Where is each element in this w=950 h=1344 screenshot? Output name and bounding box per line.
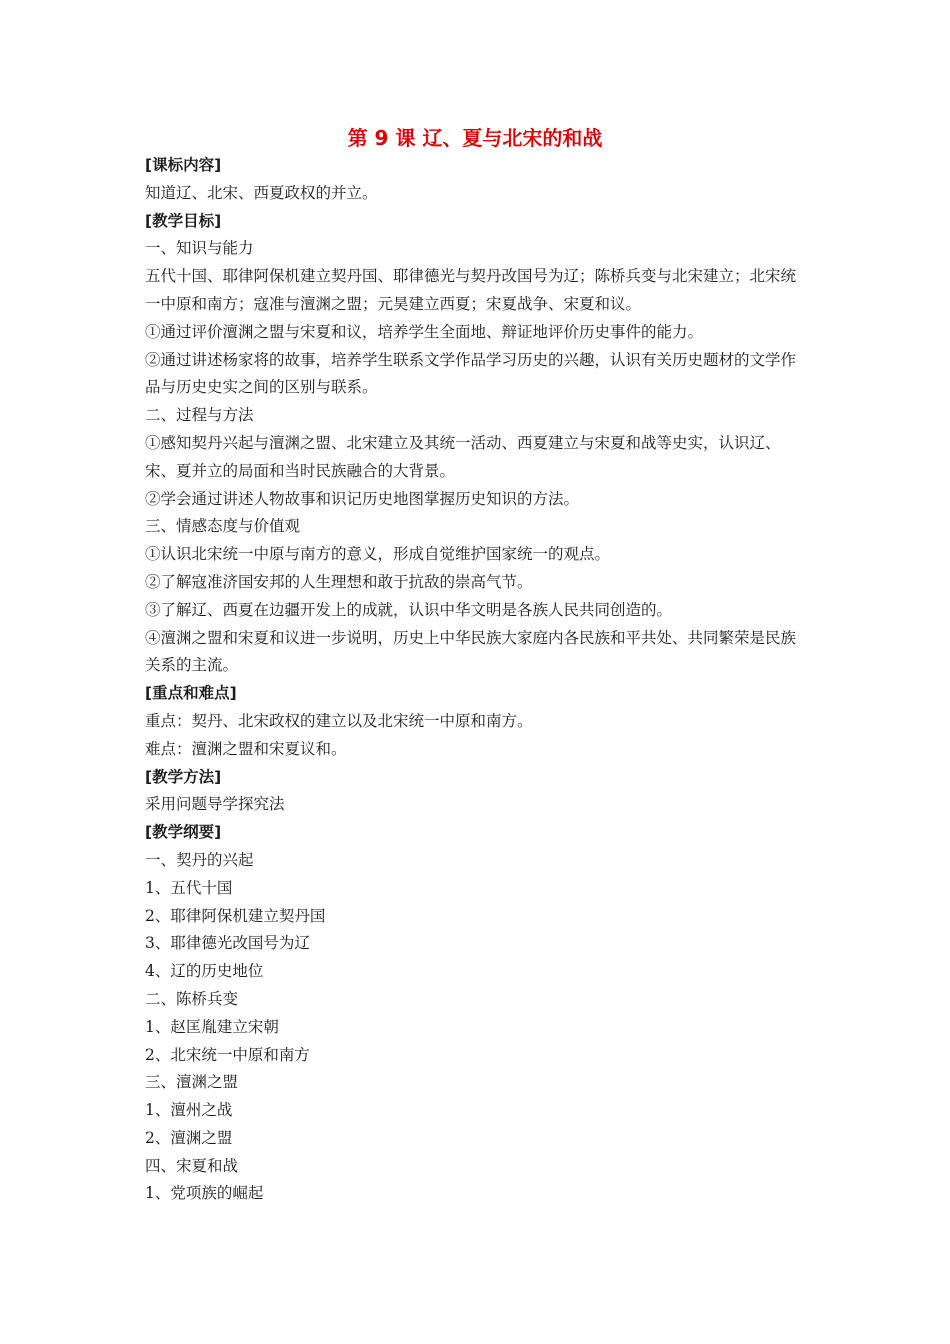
subheading-attitude: 三、情感态度与价值观 xyxy=(145,517,301,536)
section-heading-key-points: [重点和难点] xyxy=(145,684,237,703)
list-item xyxy=(145,625,810,681)
list-text: 认识北宋统一中原与南方的意义，形成自觉维护国家统一的观点。 xyxy=(160,545,611,564)
list-item xyxy=(145,597,810,625)
paragraph: 知道辽、北宋、西夏政权的并立。 xyxy=(145,183,378,202)
outline-item: 1、澶州之战 xyxy=(145,1101,233,1120)
outline-item: 1、赵匡胤建立宋朝 xyxy=(145,1017,279,1036)
outline-item: 二、陈桥兵变 xyxy=(145,989,239,1008)
list-item xyxy=(145,541,810,569)
list-text: 了解辽、西夏在边疆开发上的成就，认识中华文明是各族人民共同创造的。 xyxy=(160,600,673,619)
paragraph: 五代十国、耶律阿保机建立契丹国、耶律德光与契丹改国号为辽；陈桥兵变与北宋建立；北宋统一中原和南方；寇准与澶渊之盟；元昊建立西夏；宋夏战争、宋夏和议。 xyxy=(145,267,797,313)
list-text: 了解寇准济国安邦的人生理想和敢于抗敌的崇高气节。 xyxy=(160,572,533,591)
outline-item: 2、北宋统一中原和南方 xyxy=(145,1045,310,1064)
section-heading-standards: [课标内容] xyxy=(145,156,222,174)
list-item: ②学会通过讲述人物故事和识记历史地图掌握历史知识的方法。 xyxy=(145,489,580,508)
list-text: 澶渊之盟和宋夏和议进一步说明，历史上中华民族大家庭内各民族和平共处、共同繁荣是民族关系的主流。 xyxy=(145,628,797,675)
outline-item: 3、耶律德光改国号为辽 xyxy=(145,934,310,953)
document-body xyxy=(145,152,810,1208)
outline-item: 4、辽的历史地位 xyxy=(145,962,264,981)
paragraph: 重点：契丹、北宋政权的建立以及北宋统一中原和南方。 xyxy=(145,711,533,730)
list-item: ①感知契丹兴起与澶渊之盟、北宋建立及其统一活动、西夏建立与宋夏和战等史实，认识辽、宋、夏并立的局面和当时民族融合的大背景。 xyxy=(145,433,781,480)
lesson-title: 第 9 课 辽、夏与北宋的和战 xyxy=(347,126,603,150)
outline-item: 一、契丹的兴起 xyxy=(145,850,254,869)
section-heading-method: [教学方法] xyxy=(145,767,222,786)
list-marker: ① xyxy=(145,545,161,564)
outline-item: 1、党项族的崛起 xyxy=(145,1184,264,1203)
list-item: ①通过评价澶渊之盟与宋夏和议，培养学生全面地、辩证地评价历史事件的能力。 xyxy=(145,322,704,341)
list-marker: ④ xyxy=(145,628,161,647)
section-heading-goals: [教学目标] xyxy=(145,211,222,230)
outline-item: 2、耶律阿保机建立契丹国 xyxy=(145,906,326,925)
paragraph: 采用问题导学探究法 xyxy=(145,795,285,814)
outline-item: 三、澶渊之盟 xyxy=(145,1073,239,1092)
section-heading-outline: [教学纲要] xyxy=(145,823,222,842)
list-item xyxy=(145,569,810,597)
outline-item: 2、澶渊之盟 xyxy=(145,1128,233,1147)
paragraph: 难点：澶渊之盟和宋夏议和。 xyxy=(145,739,347,758)
subheading-knowledge: 一、知识与能力 xyxy=(145,239,254,258)
list-item: ②通过讲述杨家将的故事，培养学生联系文学作品学习历史的兴趣，认识有关历史题材的文学作品与历史史实之间的区别与联系。 xyxy=(145,350,797,397)
list-marker: ② xyxy=(145,572,161,591)
outline-item: 四、宋夏和战 xyxy=(145,1156,239,1175)
subheading-process: 二、过程与方法 xyxy=(145,406,254,425)
outline-item: 1、五代十国 xyxy=(145,878,233,897)
list-marker: ③ xyxy=(145,600,161,619)
outline-list xyxy=(145,847,810,1208)
